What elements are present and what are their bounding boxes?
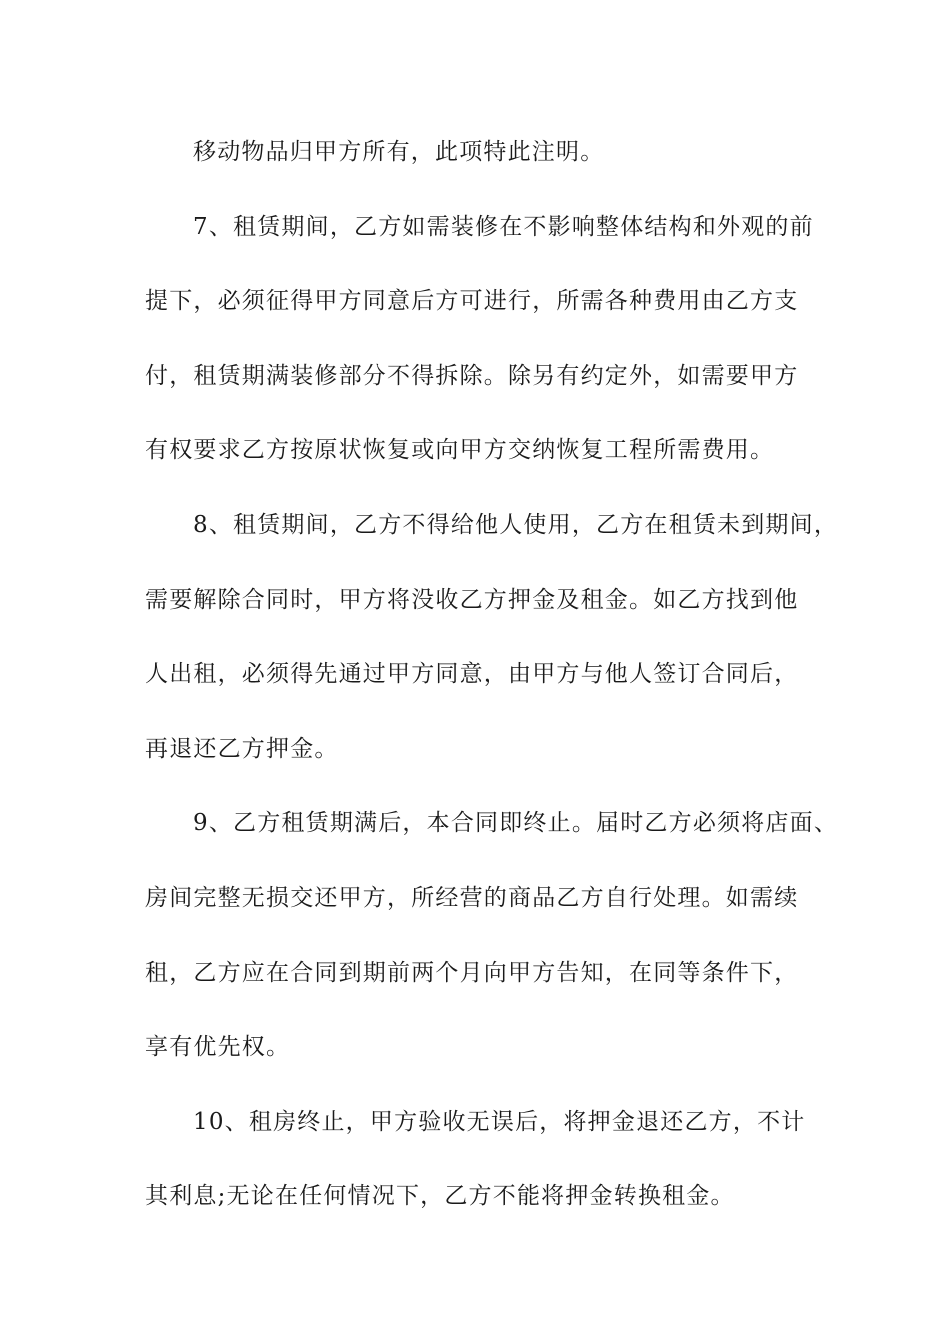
text-line: 房间完整无损交还甲方，所经营的商品乙方自行处理。如需续 — [145, 884, 799, 911]
contract-text-body — [145, 128, 839, 1247]
text-line: 其利息;无论在任何情况下，乙方不能将押金转换租金。 — [145, 1183, 735, 1210]
text-line: 租，乙方应在合同到期前两个月向甲方告知，在同等条件下， — [145, 959, 799, 986]
text-line: 10、租房终止，甲方验收无误后，将押金退还乙方，不计 — [193, 1108, 806, 1135]
text-line: 需要解除合同时，甲方将没收乙方押金及租金。如乙方找到他 — [145, 586, 799, 613]
text-line: 有权要求乙方按原状恢复或向甲方交纳恢复工程所需费用。 — [145, 437, 775, 464]
text-line: 9、乙方租赁期满后，本合同即终止。届时乙方必须将店面、 — [193, 810, 839, 837]
text-line: 再退还乙方押金。 — [145, 735, 339, 762]
text-line: 付，租赁期满装修部分不得拆除。除另有约定外，如需要甲方 — [145, 362, 799, 389]
text-line: 8、租赁期间，乙方不得给他人使用，乙方在租赁未到期间， — [193, 511, 839, 538]
text-line: 移动物品归甲方所有，此项特此注明。 — [193, 139, 605, 165]
text-line: 享有优先权。 — [145, 1034, 291, 1061]
text-line: 7、租赁期间，乙方如需装修在不影响整体结构和外观的前 — [193, 213, 814, 240]
text-line: 人出租，必须得先通过甲方同意，由甲方与他人签订合同后， — [145, 661, 799, 688]
text-line: 提下，必须征得甲方同意后方可进行，所需各种费用由乙方支 — [145, 288, 799, 315]
